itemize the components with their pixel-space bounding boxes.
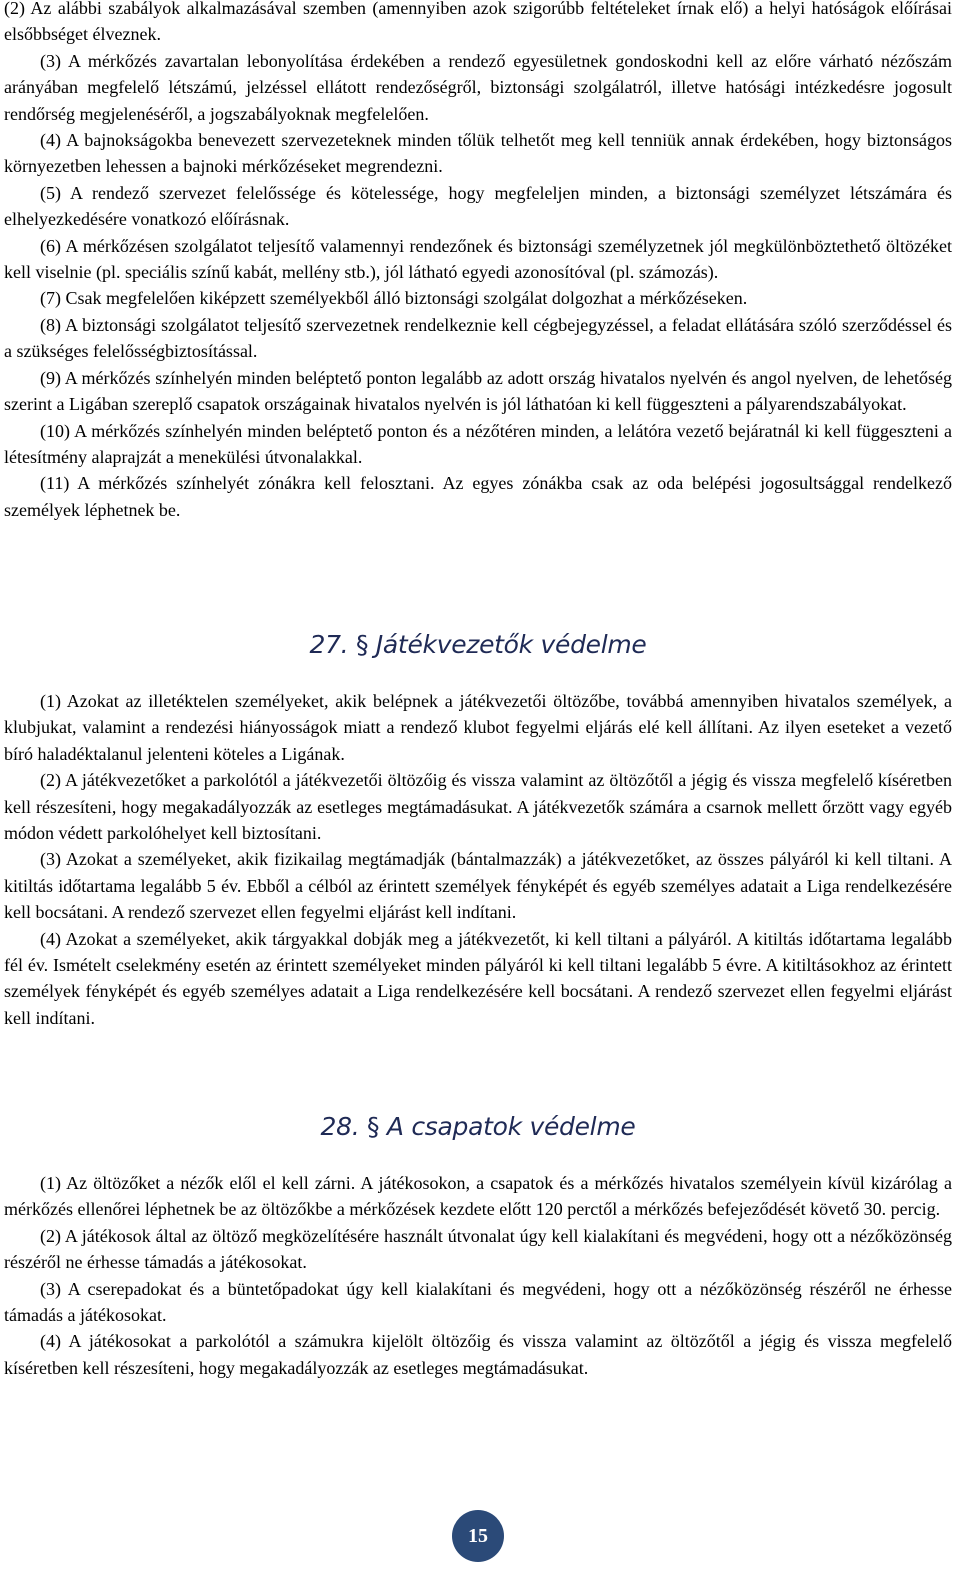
paragraph: (2) A játékvezetőket a parkolótól a játékvezetői öltözőig és vissza valamint az öltözőtől a jégig és vissza megfelelő kíséretben kell részesíteni, hogy megakadályozzák az esetleges megtámadásukat. A játékvezetők számára a csarnok mellett őrzött vagy egyéb módon védett parkolóhelyet kell biztosítani. [4,770,952,844]
paragraph: (6) A mérkőzésen szolgálatot teljesítő valamennyi rendezőnek és biztonsági személyzetnek jól megkülönböztethető öltözéket kell viselnie (pl. speciális színű kabát, mellény stb.), jól látható egyedi azonosítóval (pl. számozás). [4,235,952,283]
paragraph-symbol: § [367,1112,380,1141]
paragraph-symbol: § [355,630,369,659]
paragraph: (1) Az öltözőket a nézők elől el kell zárni. A játékosokon, a csapatok és a mérkőzés hivatalos személyein kívül kizárólag a mérkőzés ellenőrei léphetnek be az öltözőkbe a mérkőzések kezdete előtt 120 perctől a mérkőzés befejeződését követő 30. percig. [4,1173,952,1220]
paragraph: (2) A játékosok által az öltöző megközelítésére használt útvonalat úgy kell kialakítani és megvédeni, hogy ott a nézőközönség részéről ne érhesse támadás a játékosokat. [4,1225,952,1273]
section-27-body [4,688,952,1031]
paragraph: (11) A mérkőzés színhelyét zónákra kell felosztani. Az egyes zónákba csak az oda belépési jogosultsággal rendelkező személyek léphetnek be. [4,473,952,520]
section-title: A csapatok védelme [386,1112,636,1141]
paragraph: (10) A mérkőzés színhelyén minden beléptető ponton és a nézőtéren minden, a lelátóra vezető bejáratnál ki kell függeszteni a létesítmény alaprajzát a menekülési útvonalakkal. [4,420,952,467]
paragraph: (4) A játékosokat a parkolótól a számukra kijelölt öltözőig és vissza valamint az öltözőtől a jégig és vissza megfelelő kíséretben kell részesíteni, hogy megakadályozzák az esetleges megtámadásukat. [4,1331,952,1378]
section-top [4,0,952,523]
paragraph: (1) Azokat az illetéktelen személyeket, akik belépnek a játékvezetői öltözőbe, továbbá amennyiben hivatalos személyek, a klubjukat, valamint a rendezési hiányosságok miatt a rendező klubot fegyelmi eljárás elé kell állítani. Az ilyen eseteket a vezető bíró haladéktalanul jelenteni köteles a Ligának. [4,691,952,764]
paragraph: (8) A biztonsági szolgálatot teljesítő szervezetnek rendelkeznie kell cégbejegyzéssel, a feladat ellátására szóló szerződéssel és a szükséges felelősségbiztosítással. [4,314,952,362]
paragraph: (3) Azokat a személyeket, akik fizikailag megtámadják (bántalmazzák) a játékvezetőket, az összes pályáról ki kell tiltani. A kitiltás időtartama legalább 5 év. Ebből a célból az érintett személyek fényképét és egyéb személyes adatait a Liga rendelkezésére kell bocsátani. A rendező szervezet ellen fegyelmi eljárást kell indítani. [4,849,952,923]
page-number-badge [452,1510,504,1562]
paragraph: (5) A rendező szervezet felelőssége és kötelessége, hogy megfeleljen minden, a biztonsági személyzet létszámára és elhelyezkedésére vonatkozó előírásnak. [4,182,952,230]
paragraph: (4) A bajnokságokba benevezett szervezeteknek minden tőlük telhetőt meg kell tenniük annak érdekében, hogy biztonságos környezetben lehessen a bajnoki mérkőzéseket megrendezni. [4,130,952,177]
paragraph: (2) Az alábbi szabályok alkalmazásával szemben (amennyiben azok szigorúbb feltételeket írnak elő) a helyi hatóságok előírásai elsőbbséget élveznek. [4,0,952,45]
page-number: 15 [468,1524,488,1547]
paragraph: (3) A cserepadokat és a büntetőpadokat úgy kell kialakítani és megvédeni, hogy ott a nézőközönség részéről ne érhesse támadás a játékosokat. [4,1278,952,1326]
section-heading-27 [4,630,952,659]
paragraph: (9) A mérkőzés színhelyén minden beléptető ponton legalább az adott ország hivatalos nyelvén és angol nyelven, de lehetőség szerint a Ligában szereplő csapatok országainak hivatalos nyelvén is jól láthatóan ki kell függeszteni a pályarendszabályokat. [4,367,952,415]
section-number: 27. [309,630,349,659]
section-heading-28 [4,1112,952,1141]
section-28-body [4,1170,952,1381]
paragraph: (4) Azokat a személyeket, akik tárgyakkal dobják meg a játékvezetőt, ki kell tiltani a pályáról. A kitiltás időtartama legalább fél év. Ismételt cselekmény esetén az érintett személyeket minden pályáról ki kell tiltani legalább 5 évre. A kitiltásokhoz az érintett személyek fényképét és egyéb személyes adatait a Liga rendelkezésére kell bocsátani. A rendező szervezet ellen fegyelmi eljárást kell indítani. [4,928,952,1028]
paragraph: (7) Csak megfelelően kiképzett személyekből álló biztonsági szolgálat dolgozhat a mérkőzéseken. [40,288,748,309]
paragraph: (3) A mérkőzés zavartalan lebonyolítása érdekében a rendező egyesületnek gondoskodni kell az előre várható nézőszám arányában megfelelő létszámú, jelzéssel ellátott rendezőségről, biztonsági szolgálatról, illetve hatósági intézkedésre jogosult rendőrség megjelenéséről, a jogszabályoknak megfelelően. [4,50,952,124]
section-title: Játékvezetők védelme [375,630,647,659]
section-number: 28. [320,1112,360,1141]
